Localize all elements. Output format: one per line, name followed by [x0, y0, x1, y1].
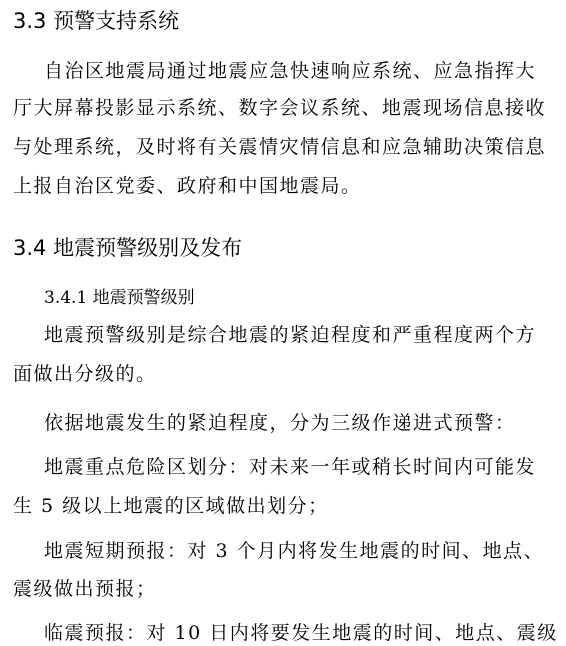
paragraph-line: 上报自治区党委、政府和中国地震局。 [13, 175, 362, 197]
section-heading-3-3: 3.3 预警支持系统 [13, 9, 180, 33]
paragraph-line: 面做出分级的。 [13, 363, 157, 385]
paragraph-line: 厅大屏幕投影显示系统、数字会议系统、地震现场信息接收 [13, 97, 547, 119]
section-heading-3-4: 3.4 地震预警级别及发布 [13, 236, 243, 260]
paragraph-line: 临震预报：对 10 日内将要发生地震的时间、地点、震级 [44, 622, 558, 644]
paragraph-line: 地震重点危险区划分：对未来一年或稍长时间内可能发 [44, 456, 537, 478]
paragraph-line: 自治区地震局通过地震应急快速响应系统、应急指挥大 [44, 60, 537, 82]
paragraph-line: 地震预警级别是综合地震的紧迫程度和严重程度两个方 [44, 324, 537, 346]
paragraph-line: 生 5 级以上地震的区域做出划分； [13, 495, 329, 517]
paragraph-line: 依据地震发生的紧迫程度，分为三级作递进式预警： [44, 412, 516, 434]
paragraph-line: 震级做出预报； [13, 578, 157, 600]
paragraph-line: 与处理系统，及时将有关震情灾情信息和应急辅助决策信息 [13, 136, 547, 158]
paragraph-line: 地震短期预报：对 3 个月内将发生地震的时间、地点、 [44, 540, 545, 562]
subsection-heading-3-4-1: 3.4.1 地震预警级别 [44, 288, 195, 308]
